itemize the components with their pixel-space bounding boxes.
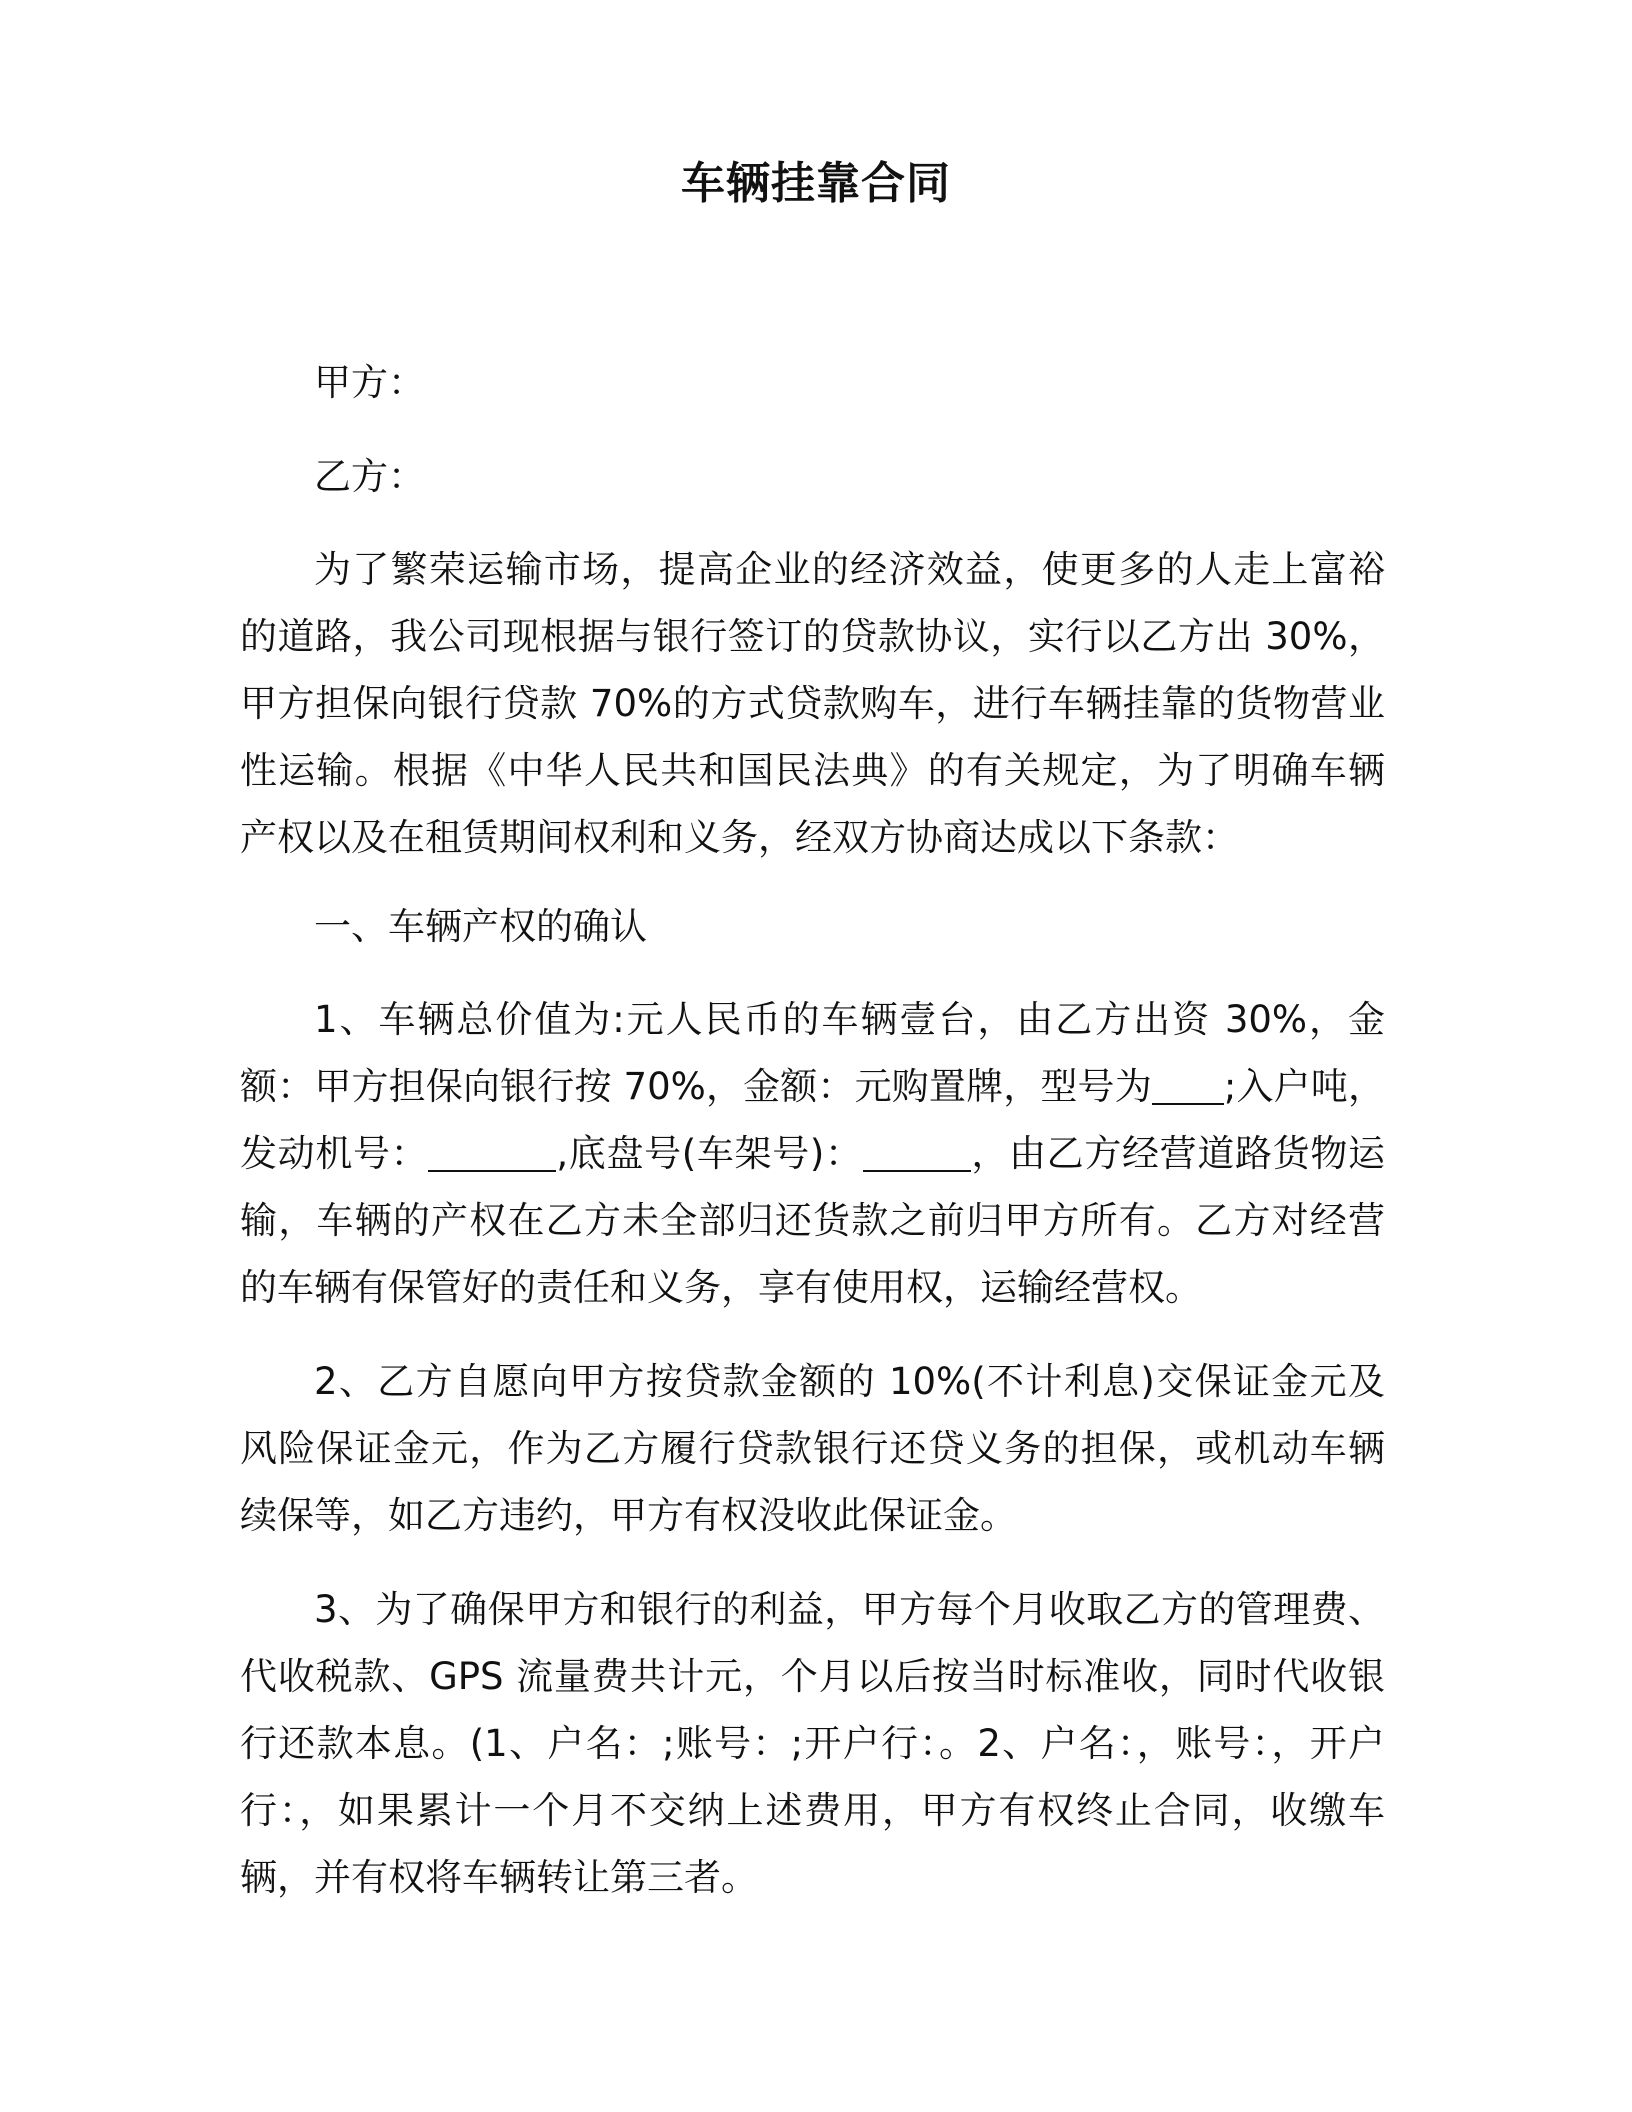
party-a-label: 甲方： [314, 361, 425, 404]
chassis-number-blank [863, 1134, 971, 1172]
section-heading-vehicle-ownership: 一、车辆产权的确认 [314, 905, 647, 948]
clause-3-paragraph: 3、为了确保甲方和银行的利益，甲方每个月收取乙方的管理费、代收税款、GPS 流量费共计元，个月以后按当时标准收，同时代收银行还款本息。(1、户名：;账号：;开户行：。2、户名：，账号：，开户行：，如果累计一个月不交纳上述费用，甲方有权终止合同，收缴车辆，并有权将车辆转让第三者。 [240, 1588, 1385, 1899]
intro-paragraph: 为了繁荣运输市场，提高企业的经济效益，使更多的人走上富裕的道路，我公司现根据与银行签订的贷款协议，实行以乙方出 30%，甲方担保向银行贷款 70%的方式贷款购车，进行车辆挂靠的货物营业性运输。根据《中华人民共和国民法典》的有关规定，为了明确车辆产权以及在租赁期间权利和义务，经双方协商达成以下条款： [240, 548, 1385, 859]
model-blank [1152, 1067, 1224, 1105]
document-title: 车辆挂靠合同 [681, 158, 951, 209]
clause-1-text-2: ;入户吨，发动机号： [240, 1065, 1386, 1175]
clause-1-text-3: ,底盘号(车架号)： [556, 1132, 863, 1175]
clause-1-paragraph [240, 986, 1385, 1321]
engine-number-blank [428, 1134, 556, 1172]
clause-1-text-1: 1、车辆总价值为:元人民币的车辆壹台，由乙方出资 30%，金额：甲方担保向银行按 70%，金额：元购置牌，型号为 [240, 998, 1385, 1108]
clause-1-text-4: ，由乙方经营道路货物运输，车辆的产权在乙方未全部归还货款之前归甲方所有。乙方对经营的车辆有保管好的责任和义务，享有使用权，运输经营权。 [240, 1132, 1385, 1309]
clause-2-paragraph: 2、乙方自愿向甲方按贷款金额的 10%(不计利息)交保证金元及风险保证金元，作为乙方履行贷款银行还贷义务的担保，或机动车辆续保等，如乙方违约，甲方有权没收此保证金。 [240, 1360, 1385, 1537]
party-b-label: 乙方： [314, 455, 425, 498]
